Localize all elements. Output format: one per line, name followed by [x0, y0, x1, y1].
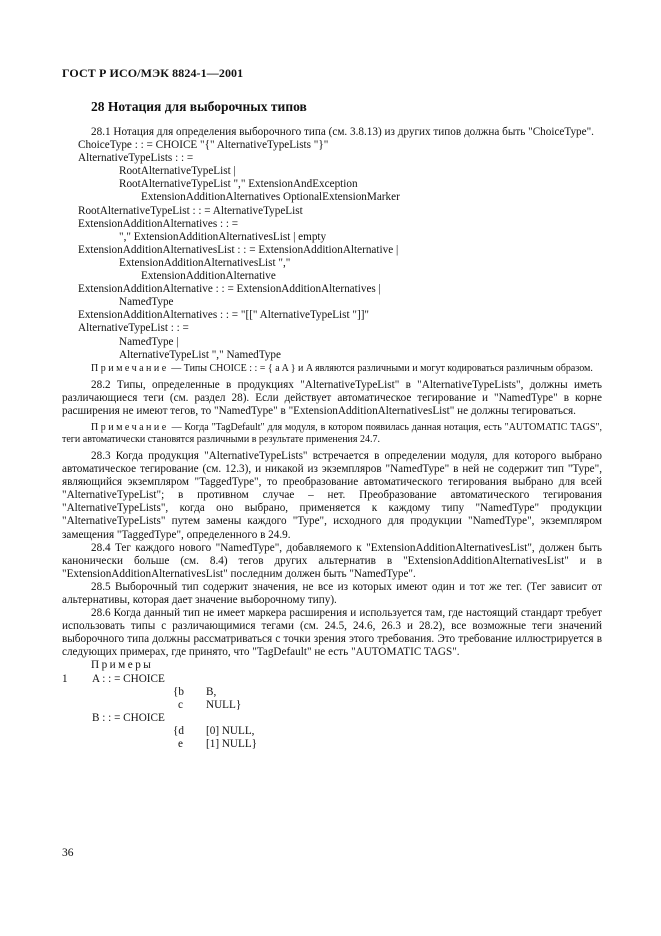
- example-row: [62, 686, 602, 699]
- grammar-line: ExtensionAdditionAlternatives : : =: [78, 217, 239, 230]
- note-text: — Типы CHOICE : : = { a A } и A являются различными и могут кодироваться различным образом.: [168, 362, 593, 374]
- alternative-name: {b: [173, 685, 184, 698]
- grammar-line: NamedType |: [119, 335, 179, 348]
- examples-label: Примеры: [91, 659, 154, 672]
- example-row: [62, 699, 602, 712]
- grammar-line: ExtensionAdditionAlternativesList : : = ExtensionAdditionAlternative |: [78, 243, 399, 256]
- paragraph-28-2: 28.2 Типы, определенные в продукциях "AlternativeTypeList" в "AlternativeTypeLists", должны иметь различающиеся теги (см. раздел 28). Если действует автоматическое тегирование и "NamedType" в корне расширения не имеют тегов, то "NamedType" в "ExtensionAdditionAlternativesList" не должны тегироваться.: [62, 378, 602, 417]
- alternative-type: B,: [206, 685, 217, 698]
- type-definition: A : : = CHOICE: [92, 672, 165, 685]
- note-2: [62, 422, 602, 446]
- alternative-name: c: [178, 698, 183, 711]
- note-text: — Когда "TagDefault" для модуля, в котором появилась данная нотация, есть "AUTOMATIC TAGS", теги автоматически становятся различными в результате применения 24.7.: [62, 421, 602, 445]
- grammar-line: AlternativeTypeLists : : =: [78, 152, 194, 165]
- note-label: Примечание: [91, 362, 169, 374]
- alternative-type: [0] NULL,: [206, 724, 255, 737]
- grammar-line: ExtensionAdditionAlternatives OptionalExtensionMarker: [141, 191, 400, 204]
- alternative-name: {d: [173, 724, 184, 737]
- grammar-line: AlternativeTypeList : : =: [78, 322, 189, 335]
- paragraph-28-3: 28.3 Когда продукция "AlternativeTypeLists" встречается в определении модуля, для которого выбрано автоматическое тегирование (см. 12.3), и никакой из экземпляров "NamedType" в ней не содержит тип "Type", являющийся экземпляром "TaggedType", то преобразование автоматического тегирования выбрано для всей "AlternativeTypeList"; в противном случае – нет. Преобразование автоматического тегирования "AlternativeTypeLists", когда оно выбрано, применяется к каждому типу "NamedType" продукции "AlternativeTypeLists" путем замены каждого "Type", исходного для продукции "NamedType", экземпляром замещения "TaggedType", определенного в 24.9.: [62, 449, 602, 541]
- section-title: 28 Нотация для выборочных типов: [91, 99, 307, 114]
- alternative-type: NULL}: [206, 698, 242, 711]
- paragraph-28-6: 28.6 Когда данный тип не имеет маркера расширения и используется там, где настоящий стандарт требует использовать типы с различающимися тегами (см. 24.5, 24.6, 26.3 и 28.2), все возможные теги значений выборочного типа должны рассматриваться с точки зрения этого требования. Это требование иллюстрируется в следующих примерах, где принято, что "TagDefault" не есть "AUTOMATIC TAGS".: [62, 607, 602, 659]
- example-1: [62, 673, 602, 752]
- alternative-name: e: [178, 738, 183, 751]
- grammar-line: ExtensionAdditionAlternative: [141, 270, 276, 283]
- grammar-line: RootAlternativeTypeList : : = AlternativeTypeList: [78, 204, 303, 217]
- grammar-block: [62, 139, 602, 362]
- note-label: Примечание: [91, 421, 169, 433]
- grammar-line: ExtensionAdditionAlternativesList ",": [119, 256, 291, 269]
- grammar-line: AlternativeTypeList "," NamedType: [119, 348, 281, 361]
- grammar-line: RootAlternativeTypeList "," ExtensionAndException: [119, 178, 358, 191]
- grammar-line: "," ExtensionAdditionAlternativesList | empty: [119, 230, 327, 243]
- example-number: 1: [62, 672, 68, 685]
- note-1: [62, 363, 602, 375]
- grammar-line: NamedType: [119, 296, 174, 309]
- page-number: 36: [62, 847, 74, 859]
- grammar-line: ExtensionAdditionAlternatives : : = "[[" AlternativeTypeList "]]": [78, 309, 369, 322]
- grammar-line: ChoiceType : : = CHOICE "{" AlternativeTypeLists "}": [78, 139, 329, 152]
- example-row: [62, 712, 602, 725]
- standard-header: ГОСТ Р ИСО/МЭК 8824-1—2001: [62, 66, 244, 80]
- example-row: [62, 738, 602, 751]
- paragraph-28-1: 28.1 Нотация для определения выборочного типа (см. 3.8.13) из других типов должна быть "ChoiceType".: [91, 126, 594, 138]
- paragraph-28-5: 28.5 Выборочный тип содержит значения, не все из которых имеют один и тот же тег. (Тег зависит от альтернативы, которая дает значение выборочному типу).: [62, 580, 602, 606]
- grammar-line: ExtensionAdditionAlternative : : = ExtensionAdditionAlternatives |: [78, 283, 381, 296]
- example-row: [62, 673, 602, 686]
- example-row: [62, 725, 602, 738]
- document-body: [62, 126, 602, 751]
- type-definition: B : : = CHOICE: [92, 711, 165, 724]
- alternative-type: [1] NULL}: [206, 738, 258, 751]
- grammar-line: RootAlternativeTypeList |: [119, 165, 236, 178]
- paragraph-28-4: 28.4 Тег каждого нового "NamedType", добавляемого к "ExtensionAdditionAlternativesList", должен быть канонически больше (см. 8.4) тегов других альтернатив в "ExtensionAdditionAlternativesList" и в "ExtensionAdditionAlternativesList" последним должен быть "NamedType".: [62, 541, 602, 580]
